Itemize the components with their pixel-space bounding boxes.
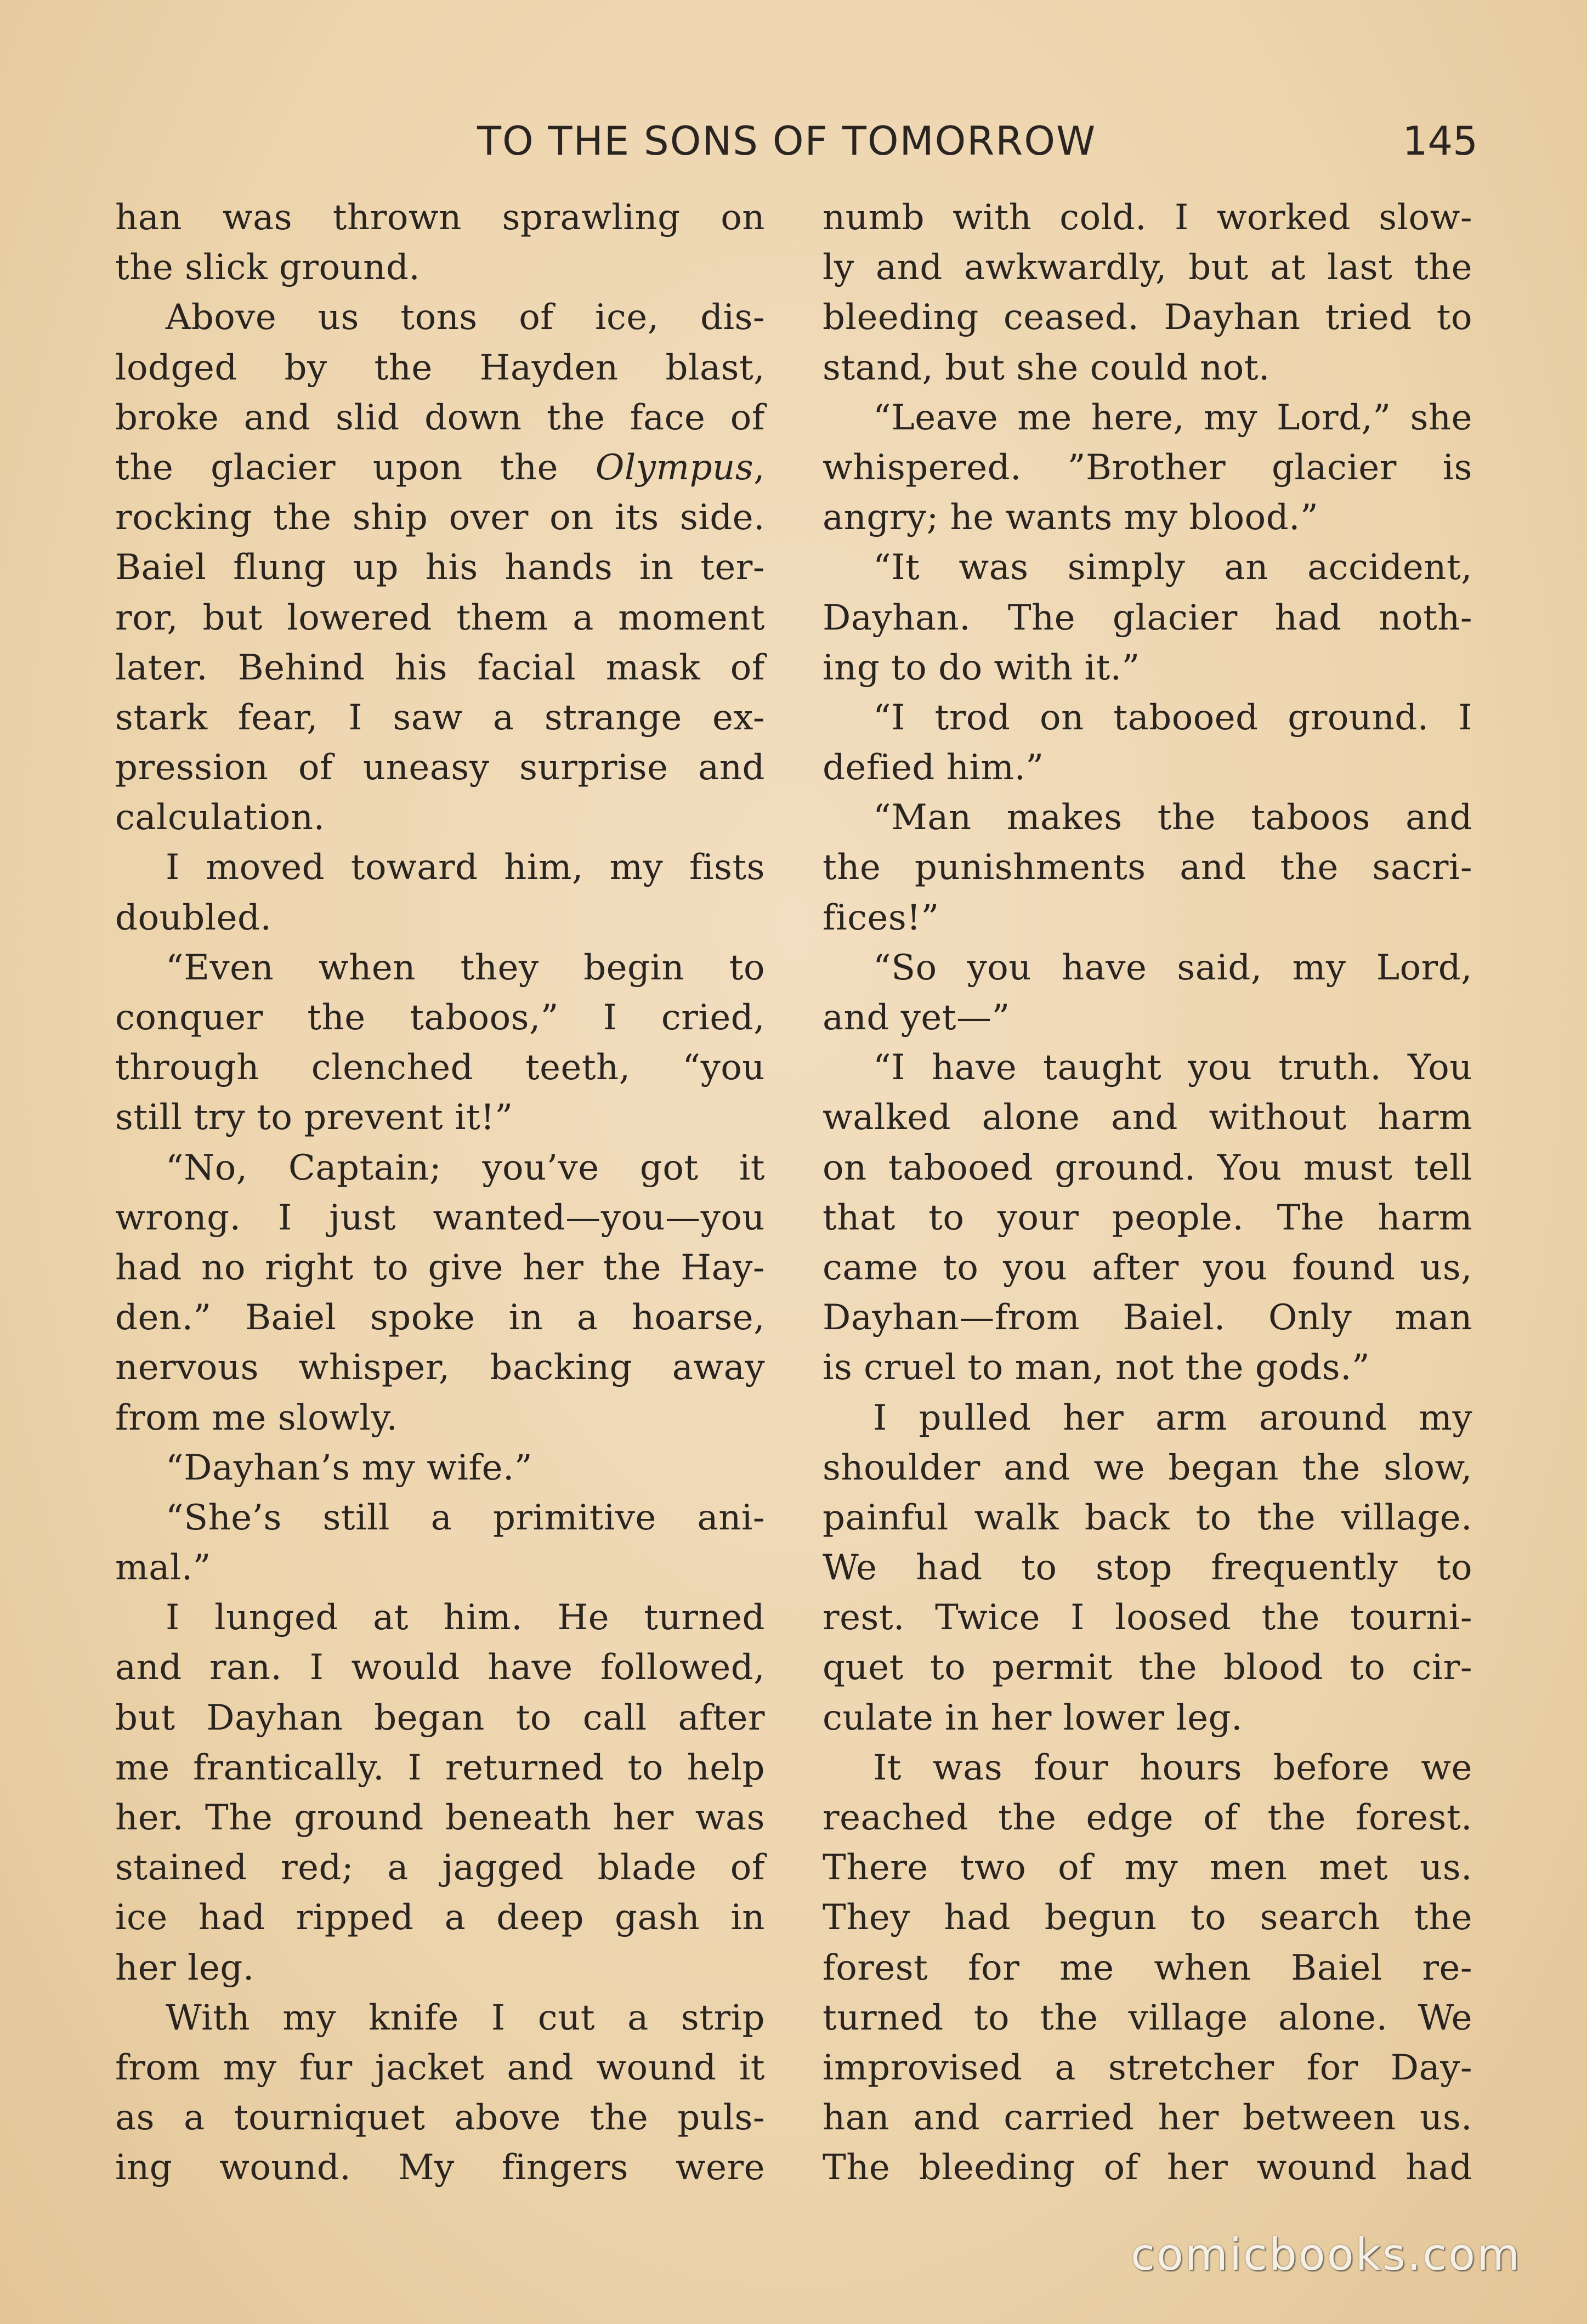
text-line: ror, but lowered them a moment	[115, 597, 765, 638]
text-line: through clenched teeth, “you	[115, 1047, 765, 1089]
text-line: conquer the taboos,” I cried,	[115, 997, 765, 1038]
text-line: wrong. I just wanted—you—you	[115, 1197, 765, 1238]
text-line: calculation.	[115, 797, 325, 838]
text-line: They had begun to search the	[823, 1897, 1472, 1938]
text-line: from me slowly.	[115, 1397, 398, 1438]
text-line: quet to permit the blood to cir-	[823, 1647, 1472, 1688]
page-number: 145	[1402, 118, 1478, 164]
text-line: from my fur jacket and wound it	[115, 2047, 765, 2088]
ship-name: Olympus	[595, 447, 754, 488]
text-line: ing to do with it.”	[823, 647, 1140, 688]
text-line: came to you after you found us,	[823, 1247, 1472, 1288]
text-line: improvised a stretcher for Day-	[823, 2047, 1472, 2088]
text-line: me frantically. I returned to help	[115, 1747, 765, 1788]
text-line: and ran. I would have followed,	[115, 1647, 765, 1688]
text-line: stand, but she could not.	[823, 347, 1270, 388]
text-line: her. The ground beneath her was	[115, 1798, 765, 1838]
text-line: is cruel to man, not the gods.”	[823, 1347, 1370, 1388]
text-line: whispered. ”Brother glacier is	[823, 447, 1472, 488]
text-line: Dayhan. The glacier had noth-	[823, 597, 1472, 638]
text-line: “I have taught you truth. You	[873, 1047, 1472, 1089]
text-column-left	[115, 193, 765, 2193]
text-line: doubled.	[115, 897, 272, 938]
text-line: as a tourniquet above the puls-	[115, 2098, 765, 2139]
text-line: her leg.	[115, 1947, 254, 1988]
text-line: “No, Captain; you’ve got it	[166, 1147, 765, 1188]
text-line: han and carried her between us.	[823, 2098, 1472, 2139]
text-line: the glacier upon the Olympus,	[115, 447, 765, 488]
text-line: reached the edge of the forest.	[823, 1798, 1472, 1838]
text-line: nervous whisper, backing away	[115, 1347, 765, 1388]
text-line: mal.”	[115, 1548, 211, 1589]
text-line: on tabooed ground. You must tell	[823, 1147, 1472, 1188]
watermark: comicbooks.com	[1130, 2229, 1521, 2280]
text-line: “So you have said, my Lord,	[873, 947, 1472, 988]
text-line: the slick ground.	[115, 247, 421, 288]
text-line: turned to the village alone. We	[823, 1997, 1472, 2038]
text-line: that to your people. The harm	[823, 1197, 1472, 1238]
text-line: rest. Twice I loosed the tourni-	[823, 1597, 1472, 1639]
text-line: We had to stop frequently to	[823, 1548, 1472, 1589]
text-line: ly and awkwardly, but at last the	[823, 247, 1472, 288]
text-line: Above us tons of ice, dis-	[166, 297, 765, 338]
text-line: but Dayhan began to call after	[115, 1697, 765, 1738]
text-line: numb with cold. I worked slow-	[823, 197, 1472, 238]
text-line: lodged by the Hayden blast,	[115, 347, 765, 388]
text-line: forest for me when Baiel re-	[823, 1947, 1472, 1988]
text-line: rocking the ship over on its side.	[115, 497, 765, 539]
text-line: later. Behind his facial mask of	[115, 647, 765, 688]
text-line: bleeding ceased. Dayhan tried to	[823, 297, 1472, 338]
text-line: broke and slid down the face of	[115, 397, 765, 438]
text-line: ing wound. My fingers were	[115, 2147, 765, 2189]
text-line: walked alone and without harm	[823, 1097, 1472, 1138]
text-line: shoulder and we began the slow,	[823, 1447, 1472, 1488]
text-line: “She’s still a primitive ani-	[166, 1497, 765, 1538]
text-line: had no right to give her the Hay-	[115, 1247, 765, 1288]
text-line: I pulled her arm around my	[873, 1397, 1472, 1438]
text-line: “Man makes the taboos and	[873, 797, 1472, 838]
text-line: Baiel flung up his hands in ter-	[115, 547, 765, 588]
text-line: “Even when they begin to	[166, 947, 765, 988]
text-line: I moved toward him, my fists	[166, 847, 765, 888]
text-line: ice had ripped a deep gash in	[115, 1897, 765, 1938]
text-line: defied him.”	[823, 747, 1044, 789]
text-line: “It was simply an accident,	[873, 547, 1472, 588]
text-line: angry; he wants my blood.”	[823, 497, 1319, 539]
text-line: “I trod on tabooed ground. I	[873, 697, 1472, 738]
page-header	[115, 118, 1486, 178]
text-line: han was thrown sprawling on	[115, 197, 765, 238]
text-line: pression of uneasy surprise and	[115, 747, 765, 789]
text-line: den.” Baiel spoke in a hoarse,	[115, 1297, 765, 1339]
text-line: fices!”	[823, 897, 939, 938]
text-line: “Dayhan’s my wife.”	[166, 1447, 533, 1488]
running-title: TO THE SONS OF TOMORROW	[477, 118, 1097, 164]
text-line: I lunged at him. He turned	[166, 1597, 765, 1639]
text-line: stained red; a jagged blade of	[115, 1847, 765, 1889]
text-line: still try to prevent it!”	[115, 1097, 513, 1138]
text-line: Dayhan—from Baiel. Only man	[823, 1297, 1472, 1339]
text-line: The bleeding of her wound had	[823, 2147, 1472, 2189]
text-line: With my knife I cut a strip	[166, 1997, 765, 2038]
text-line: stark fear, I saw a strange ex-	[115, 697, 765, 738]
text-line: the punishments and the sacri-	[823, 847, 1472, 888]
text-column-right	[823, 193, 1472, 2193]
text-line: painful walk back to the village.	[823, 1497, 1472, 1538]
text-line: and yet—”	[823, 997, 1010, 1038]
text-line: culate in her lower leg.	[823, 1697, 1243, 1738]
text-line: “Leave me here, my Lord,” she	[873, 397, 1472, 438]
text-line: It was four hours before we	[873, 1747, 1472, 1788]
text-line: There two of my men met us.	[823, 1847, 1472, 1889]
